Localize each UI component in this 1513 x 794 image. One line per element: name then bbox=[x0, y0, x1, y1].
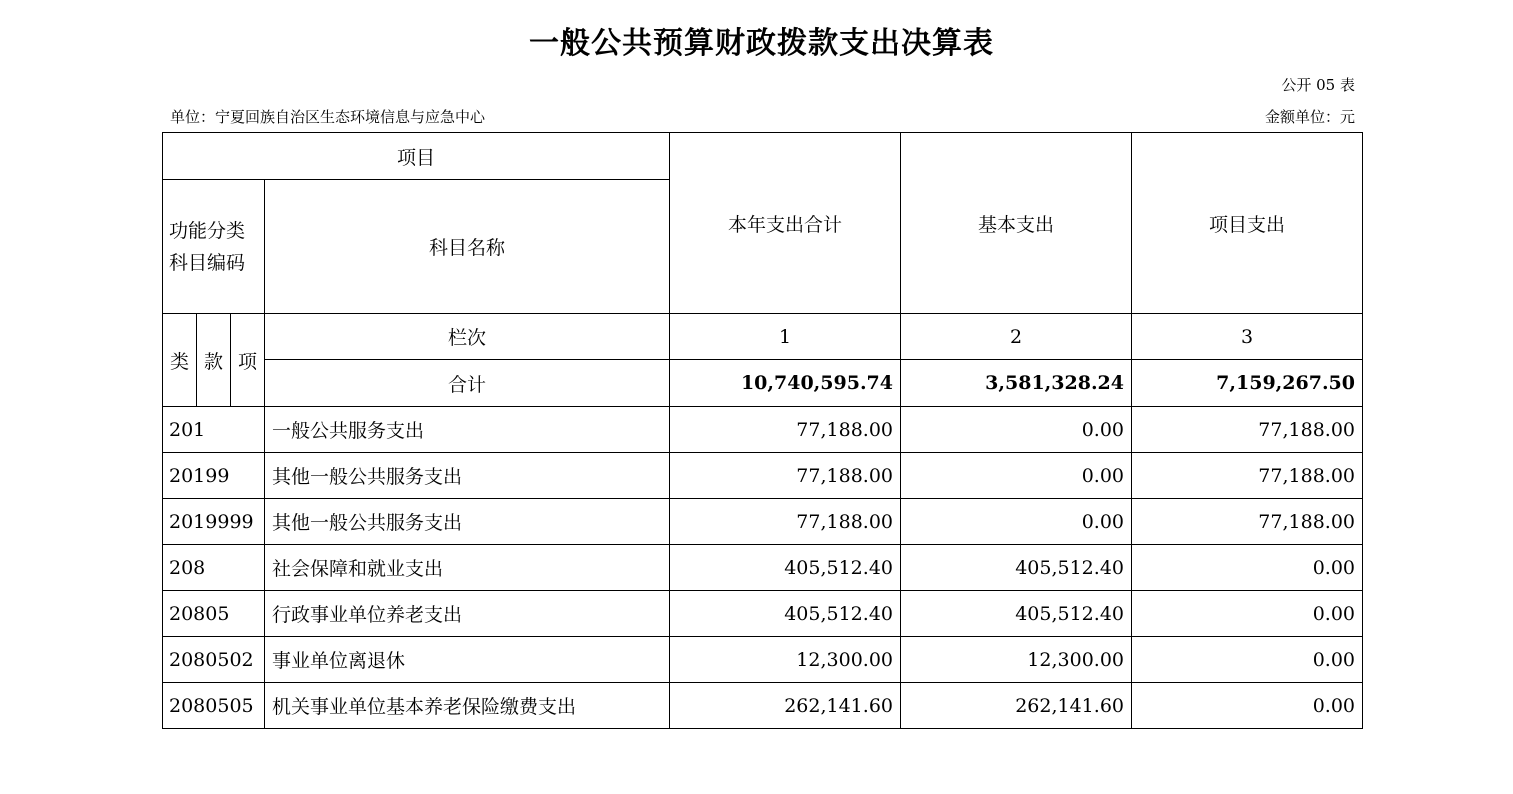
row-name: 行政事业单位养老支出 bbox=[265, 591, 670, 637]
header-function-code-line1: 功能分类 bbox=[169, 219, 246, 242]
row-project: 0.00 bbox=[1132, 637, 1363, 683]
header-basic: 基本支出 bbox=[901, 133, 1132, 314]
table-row bbox=[163, 407, 1363, 453]
row-code: 2019999 bbox=[163, 499, 265, 545]
header-lanci: 栏次 bbox=[265, 314, 670, 360]
header-xiang: 项 bbox=[231, 314, 265, 407]
row-code: 20805 bbox=[163, 591, 265, 637]
row-total: 77,188.00 bbox=[670, 453, 901, 499]
currency-unit: 金额单位：元 bbox=[1264, 108, 1355, 126]
row-total: 405,512.40 bbox=[670, 545, 901, 591]
header-total: 本年支出合计 bbox=[670, 133, 901, 314]
row-basic: 405,512.40 bbox=[901, 591, 1132, 637]
row-total: 405,512.40 bbox=[670, 591, 901, 637]
reporting-unit: 单位：宁夏回族自治区生态环境信息与应急中心 bbox=[170, 108, 486, 126]
row-basic: 12,300.00 bbox=[901, 637, 1132, 683]
table-row bbox=[163, 591, 1363, 637]
totals-total: 10,740,595.74 bbox=[670, 360, 901, 407]
table-row bbox=[163, 545, 1363, 591]
row-total: 262,141.60 bbox=[670, 683, 901, 729]
row-code: 208 bbox=[163, 545, 265, 591]
header-subject-name: 科目名称 bbox=[265, 180, 670, 314]
row-name: 事业单位离退休 bbox=[265, 637, 670, 683]
header-function-code-line2: 科目编码 bbox=[169, 251, 246, 274]
table-row bbox=[163, 683, 1363, 729]
row-total: 77,188.00 bbox=[670, 499, 901, 545]
totals-basic: 3,581,328.24 bbox=[901, 360, 1132, 407]
row-code: 201 bbox=[163, 407, 265, 453]
column-index-3: 3 bbox=[1132, 314, 1363, 360]
row-code: 2080505 bbox=[163, 683, 265, 729]
column-index-2: 2 bbox=[901, 314, 1132, 360]
row-name: 其他一般公共服务支出 bbox=[265, 499, 670, 545]
row-name: 机关事业单位基本养老保险缴费支出 bbox=[265, 683, 670, 729]
row-code: 20199 bbox=[163, 453, 265, 499]
header-function-code bbox=[163, 180, 265, 314]
budget-expenditure-table bbox=[162, 132, 1363, 729]
row-basic: 0.00 bbox=[901, 453, 1132, 499]
row-code: 2080502 bbox=[163, 637, 265, 683]
row-basic: 0.00 bbox=[901, 407, 1132, 453]
table-row bbox=[163, 499, 1363, 545]
row-project: 77,188.00 bbox=[1132, 407, 1363, 453]
header-lei: 类 bbox=[163, 314, 197, 407]
table-row bbox=[163, 637, 1363, 683]
header-item: 项目 bbox=[163, 133, 670, 180]
row-basic: 262,141.60 bbox=[901, 683, 1132, 729]
totals-project: 7,159,267.50 bbox=[1132, 360, 1363, 407]
table-row bbox=[163, 453, 1363, 499]
totals-label: 合计 bbox=[265, 360, 670, 407]
row-basic: 0.00 bbox=[901, 499, 1132, 545]
row-basic: 405,512.40 bbox=[901, 545, 1132, 591]
page-title: 一般公共预算财政拨款支出决算表 bbox=[529, 26, 994, 61]
row-project: 77,188.00 bbox=[1132, 453, 1363, 499]
row-total: 77,188.00 bbox=[670, 407, 901, 453]
row-project: 0.00 bbox=[1132, 591, 1363, 637]
row-name: 社会保障和就业支出 bbox=[265, 545, 670, 591]
row-project: 77,188.00 bbox=[1132, 499, 1363, 545]
row-project: 0.00 bbox=[1132, 545, 1363, 591]
row-project: 0.00 bbox=[1132, 683, 1363, 729]
row-name: 一般公共服务支出 bbox=[265, 407, 670, 453]
header-kuan: 款 bbox=[197, 314, 231, 407]
row-name: 其他一般公共服务支出 bbox=[265, 453, 670, 499]
column-index-1: 1 bbox=[670, 314, 901, 360]
header-project: 项目支出 bbox=[1132, 133, 1363, 314]
form-number: 公开 05 表 bbox=[1281, 76, 1355, 94]
row-total: 12,300.00 bbox=[670, 637, 901, 683]
